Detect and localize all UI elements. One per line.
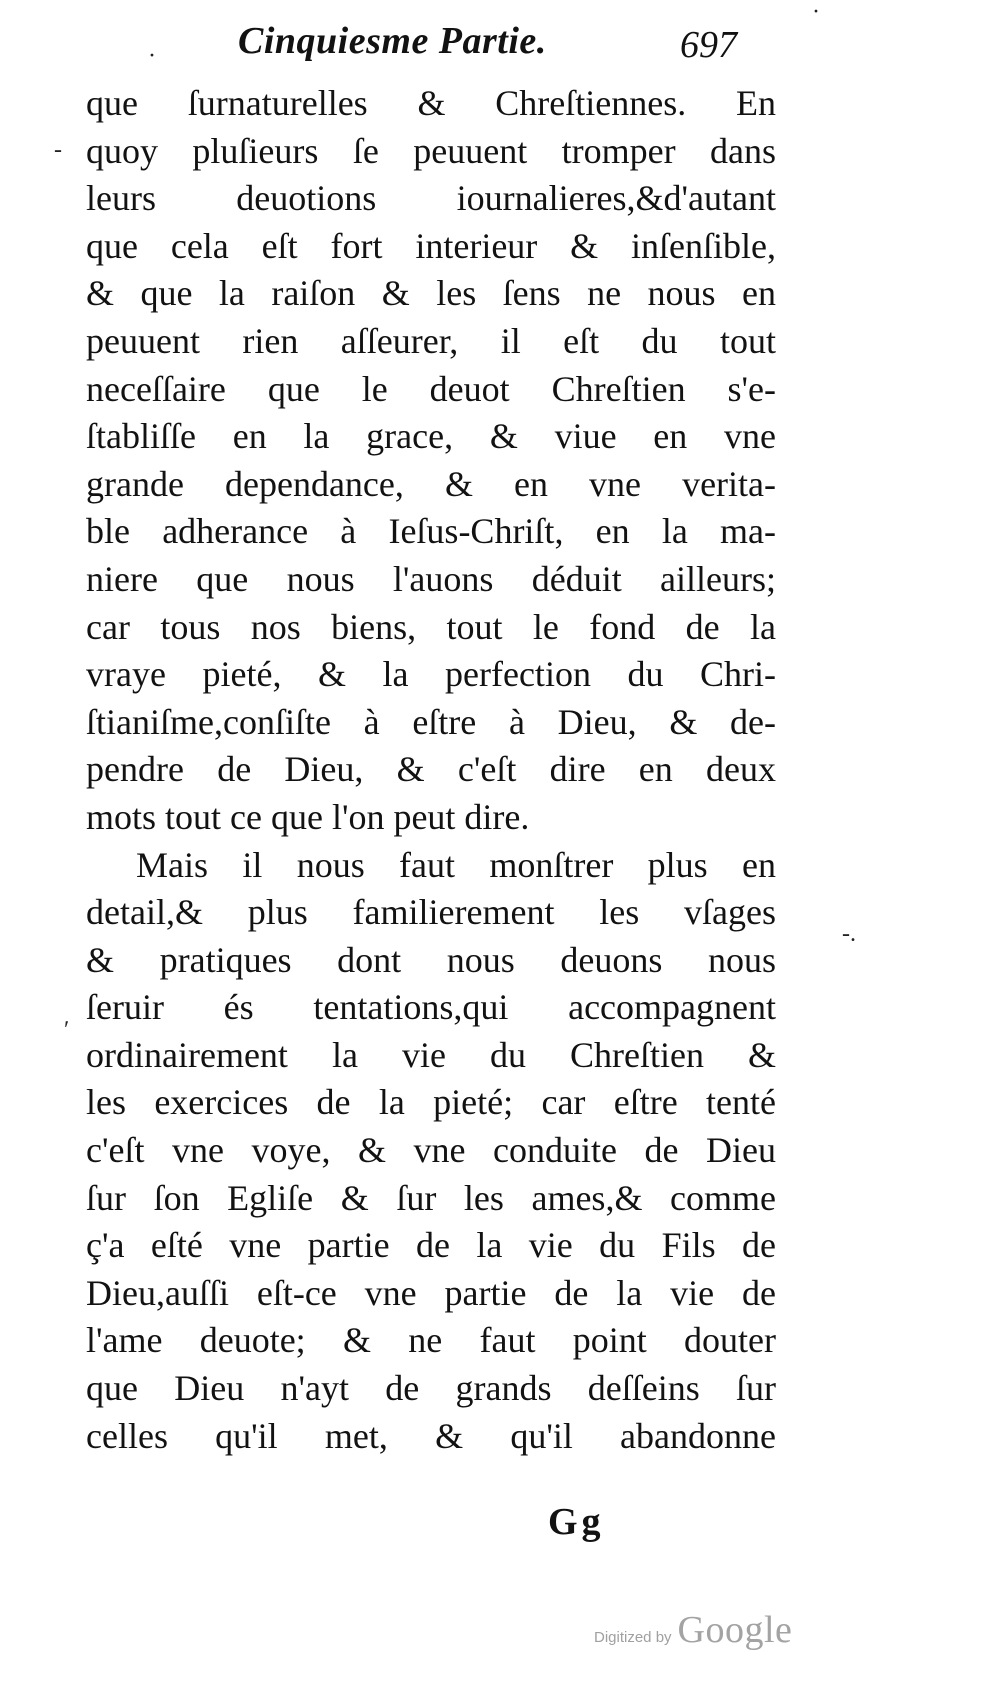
body-text xyxy=(86,80,776,1460)
margin-mark: · xyxy=(812,0,820,25)
text-line: que Dieu n'ayt de grands deſſeins ſur xyxy=(86,1368,776,1409)
text-line: ſtianiſme,conſiſte à eſtre à Dieu, & de- xyxy=(86,701,776,742)
text-line: niere que nous l'auons déduit ailleurs; xyxy=(86,558,776,599)
text-line: neceſſaire que le deuot Chreſtien s'e- xyxy=(86,368,776,409)
text-line: car tous nos biens, tout le fond de la xyxy=(86,606,776,647)
running-head: Cinquiesme Partie. xyxy=(238,20,547,62)
margin-mark: - xyxy=(54,137,62,163)
text-line: ordinairement la vie du Chreſtien & xyxy=(86,1034,776,1075)
text-line: ſtabliſſe en la grace, & viue en vne xyxy=(86,416,776,457)
text-line: celles qu'il met, & qu'il abandonne xyxy=(86,1415,776,1456)
text-line: & pratiques dont nous deuons nous xyxy=(86,939,776,980)
google-logo: Google xyxy=(677,1609,793,1651)
text-line: ble adherance à Ieſus-Chriſt, en la ma- xyxy=(86,511,776,552)
text-line: & que la raiſon & les ſens ne nous en xyxy=(86,273,776,314)
text-line: vraye pieté, & la perfection du Chri- xyxy=(86,654,776,695)
text-line: l'ame deuote; & ne faut point douter xyxy=(86,1320,776,1361)
margin-mark: · xyxy=(148,43,156,69)
text-line: peuuent rien aſſeurer, il eſt du tout xyxy=(86,320,776,361)
text-line: que ſurnaturelles & Chreſtiennes. En xyxy=(86,83,776,123)
text-line: ſur ſon Egliſe & ſur les ames,& comme xyxy=(86,1177,776,1218)
margin-mark: ʹ xyxy=(64,1017,70,1043)
text-line: quoy pluſieurs ſe peuuent tromper dans xyxy=(86,130,776,171)
text-line: detail,& plus familierement les vſages xyxy=(86,892,776,933)
text-line: Dieu,auſſi eſt-ce vne partie de la vie de xyxy=(86,1272,776,1313)
text-line: pendre de Dieu, & c'eſt dire en deux xyxy=(86,749,776,790)
text-line: ç'a eſté vne partie de la vie du Fils de xyxy=(86,1225,776,1266)
signature-mark: Gg xyxy=(548,1501,605,1543)
page-number: 697 xyxy=(680,24,737,66)
text-line: ſeruir és tentations,qui accompagnent xyxy=(86,987,776,1028)
text-line: Mais il nous faut monſtrer plus en xyxy=(136,844,776,885)
text-line: leurs deuotions iournalieres,&d'autant xyxy=(86,178,776,219)
text-line: que cela eſt fort interieur & inſenſible, xyxy=(86,225,776,266)
text-line: c'eſt vne voye, & vne conduite de Dieu xyxy=(86,1130,776,1171)
text-line: mots tout ce que l'on peut dire. xyxy=(86,796,530,837)
text-line: grande dependance, & en vne verita- xyxy=(86,463,776,504)
text-line: les exercices de la pieté; car eſtre tenté xyxy=(86,1082,776,1123)
digitization-watermark xyxy=(594,1608,792,1652)
watermark-prefix: Digitized by xyxy=(594,1629,672,1646)
margin-mark: -. xyxy=(842,921,856,947)
